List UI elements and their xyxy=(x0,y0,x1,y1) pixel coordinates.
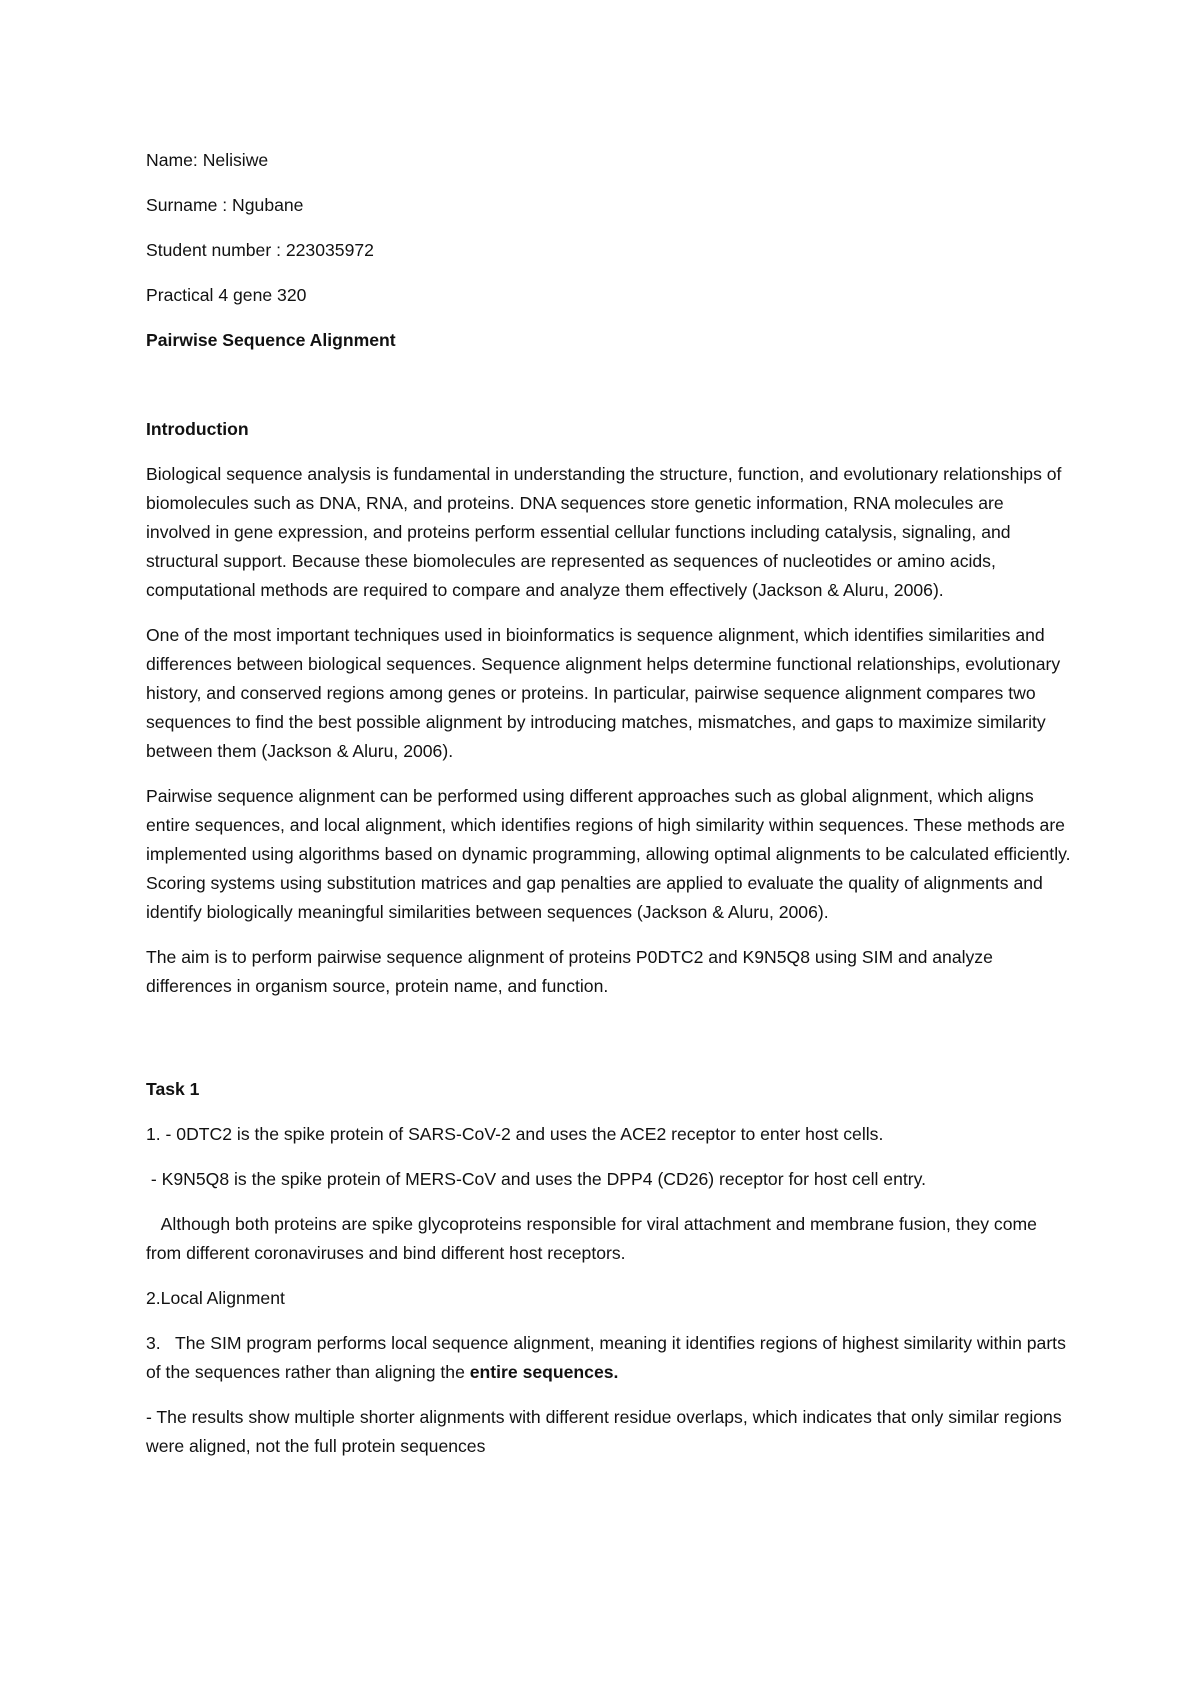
practical-label: Practical 4 gene 320 xyxy=(146,285,307,305)
intro-paragraph-2: One of the most important techniques used in bioinformatics is sequence alignment, which identifies similarities and differences between biological sequences. Sequence alignment helps determine functional relationships, evolutionary history, and conserved regions among genes or proteins. In particular, pairwise sequence alignment compares two sequences to find the best possible alignment by introducing matches, mismatches, and gaps to maximize similarity between them (Jackson & Aluru, 2006). xyxy=(146,625,1061,761)
student-surname: Surname : Ngubane xyxy=(146,195,304,215)
intro-paragraph-1: Biological sequence analysis is fundamental in understanding the structure, function, and evolutionary relationships of biomolecules such as DNA, RNA, and proteins. DNA sequences store genetic information, RNA molecules are involved in gene expression, and proteins perform essential cellular functions including catalysis, signaling, and structural support. Because these biomolecules are represented as sequences of nucleotides or amino acids, computational methods are required to compare and analyze them effectively (Jackson & Aluru, 2006). xyxy=(146,464,1062,600)
spacer xyxy=(146,1017,1071,1075)
student-name: Name: Nelisiwe xyxy=(146,150,269,170)
intro-paragraph-aim: The aim is to perform pairwise sequence alignment of proteins P0DTC2 and K9N5Q8 using SIM and analyze differences in organism source, protein name, and function. xyxy=(146,947,993,996)
spacer xyxy=(146,371,1071,415)
task1-item3-b: - The results show multiple shorter alignments with different residue overlaps, which indicates that only similar regions were aligned, not the full protein sequences xyxy=(146,1407,1062,1456)
intro-paragraph-3: Pairwise sequence alignment can be performed using different approaches such as global alignment, which aligns entire sequences, and local alignment, which identifies regions of high similarity within sequences. These methods are implemented using algorithms based on dynamic programming, allowing optimal alignments to be calculated efficiently. Scoring systems using substitution matrices and gap penalties are applied to evaluate the quality of alignments and identify biologically meaningful similarities between sequences (Jackson & Aluru, 2006). xyxy=(146,786,1071,922)
task1-item3-bold: entire sequences. xyxy=(469,1362,619,1382)
task1-heading: Task 1 xyxy=(146,1079,200,1099)
introduction-heading: Introduction xyxy=(146,419,249,439)
task1-item1-c: Although both proteins are spike glycoproteins responsible for viral attachment and membrane fusion, they come from different coronaviruses and bind different host receptors. xyxy=(146,1214,1042,1263)
task1-item2: 2.Local Alignment xyxy=(146,1288,285,1308)
task1-item1-a: 1. - 0DTC2 is the spike protein of SARS-CoV-2 and uses the ACE2 receptor to enter host cells. xyxy=(146,1124,884,1144)
task1-item3-text: 3. The SIM program performs local sequence alignment, meaning it identifies regions of highest similarity within parts of the sequences rather than aligning the xyxy=(146,1333,1071,1382)
student-number: Student number : 223035972 xyxy=(146,240,374,260)
task1-item1-b: - K9N5Q8 is the spike protein of MERS-CoV and uses the DPP4 (CD26) receptor for host cell entry. xyxy=(146,1169,927,1189)
document-title: Pairwise Sequence Alignment xyxy=(146,330,396,350)
document-body xyxy=(146,146,1071,1477)
task1-item3 xyxy=(146,1329,1071,1387)
